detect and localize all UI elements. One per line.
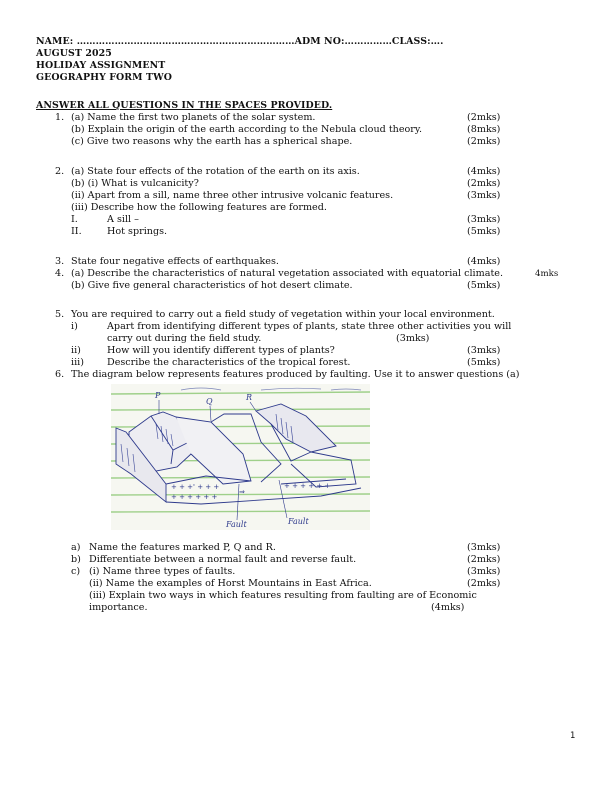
date-heading: AUGUST 2025	[36, 48, 112, 59]
svg-text:+ + + + + +: + + + + + +	[171, 493, 218, 501]
q1b-marks: (8mks)	[467, 124, 501, 135]
q2-i-marks: (3mks)	[467, 214, 501, 225]
q5-i-text: Apart from identifying different types of plants, state three other activities you will	[107, 321, 512, 332]
q4b-text: (b) Give five general characteristics of hot desert climate.	[71, 280, 353, 291]
label-r: R	[246, 393, 253, 402]
label-q: Q	[206, 397, 213, 406]
q4b-marks: (5mks)	[467, 280, 501, 291]
q6c-marks: (3mks)	[467, 566, 501, 577]
q5-number: 5.	[55, 309, 65, 320]
svg-text:+ + + + + +: + + + + + +	[284, 482, 331, 490]
faulting-sketch	[111, 384, 370, 530]
q4a-marks: 4mks	[535, 269, 559, 279]
q5-iii-num: iii)	[71, 357, 84, 368]
svg-text:+ + +' + + +: + + +' + + +	[171, 483, 220, 491]
q2-number: 2.	[55, 166, 65, 177]
q1-number: 1.	[55, 112, 65, 123]
label-p: P	[155, 391, 161, 400]
q4a-text: (a) Describe the characteristics of natural vegetation associated with equatorial climate.	[71, 268, 504, 279]
label-fault-1: Fault	[226, 520, 247, 529]
q5-i-num: i)	[71, 321, 78, 332]
q5-text: You are required to carry out a field study of vegetation within your local environment.	[71, 309, 495, 320]
q2a-marks: (4mks)	[467, 166, 501, 177]
page-number: 1	[570, 731, 576, 741]
q2-i-num: I.	[71, 214, 78, 225]
assignment-heading: HOLIDAY ASSIGNMENT	[36, 60, 166, 71]
svg-text:⇒: ⇒	[239, 488, 245, 496]
q1b-text: (b) Explain the origin of the earth according to the Nebula cloud theory.	[71, 124, 423, 135]
q5-i-marks: (3mks)	[396, 333, 430, 344]
q2-ii-text: Hot springs.	[107, 226, 168, 237]
q6-number: 6.	[55, 369, 65, 380]
q2b2-text: (ii) Apart from a sill, name three other intrusive volcanic features.	[71, 190, 394, 201]
q6c3-marks: (4mks)	[431, 602, 465, 613]
q3-marks: (4mks)	[467, 256, 501, 267]
q5-iii-text: Describe the characteristics of the tropical forest.	[107, 357, 351, 368]
q6c-text: (i) Name three types of faults.	[89, 566, 236, 577]
q4-number: 4.	[55, 268, 65, 279]
q5-ii-text: How will you identify different types of plants?	[107, 345, 335, 356]
subject-heading: GEOGRAPHY FORM TWO	[36, 72, 172, 83]
faulting-diagram	[111, 384, 370, 530]
q2b1-marks: (2mks)	[467, 178, 501, 189]
q1c-text: (c) Give two reasons why the earth has a spherical shape.	[71, 136, 353, 147]
q5-ii-num: ii)	[71, 345, 81, 356]
q6a-marks: (3mks)	[467, 542, 501, 553]
label-fault-2: Fault	[288, 517, 309, 526]
q6a-text: Name the features marked P, Q and R.	[89, 542, 276, 553]
q6c2-text: (ii) Name the examples of Horst Mountains in East Africa.	[89, 578, 372, 589]
q6c3-text2: importance.	[89, 602, 148, 613]
q1a-text: (a) Name the first two planets of the solar system.	[71, 112, 316, 123]
q3-text: State four negative effects of earthquakes.	[71, 256, 279, 267]
q2-ii-num: II.	[71, 226, 82, 237]
q3-number: 3.	[55, 256, 65, 267]
q2-ii-marks: (5mks)	[467, 226, 501, 237]
q2b2-marks: (3mks)	[467, 190, 501, 201]
q1c-marks: (2mks)	[467, 136, 501, 147]
q6c2-marks: (2mks)	[467, 578, 501, 589]
name-adm-class-line: NAME: ……………………………………………………………ADM NO:……………CLASS:….	[36, 36, 444, 47]
q5-ii-marks: (3mks)	[467, 345, 501, 356]
q6c3-text: (iii) Explain two ways in which features resulting from faulting are of Economic	[89, 590, 477, 601]
q2a-text: (a) State four effects of the rotation of the earth on its axis.	[71, 166, 360, 177]
rock-crosses	[171, 482, 330, 501]
q6b-num: b)	[71, 554, 81, 565]
instruction-heading: ANSWER ALL QUESTIONS IN THE SPACES PROVIDED.	[36, 100, 333, 111]
q6c-num: c)	[71, 566, 81, 577]
q6a-num: a)	[71, 542, 81, 553]
q6b-marks: (2mks)	[467, 554, 501, 565]
q6b-text: Differentiate between a normal fault and reverse fault.	[89, 554, 357, 565]
q2b3-text: (iii) Describe how the following features are formed.	[71, 202, 327, 213]
q5-i-text2: carry out during the field study.	[107, 333, 262, 344]
q1a-marks: (2mks)	[467, 112, 501, 123]
q6-text: The diagram below represents features produced by faulting. Use it to answer questions (a)	[71, 369, 520, 380]
q5-iii-marks: (5mks)	[467, 357, 501, 368]
q2b1-text: (b) (i) What is vulcanicity?	[71, 178, 199, 189]
q2-i-text: A sill –	[107, 214, 139, 225]
